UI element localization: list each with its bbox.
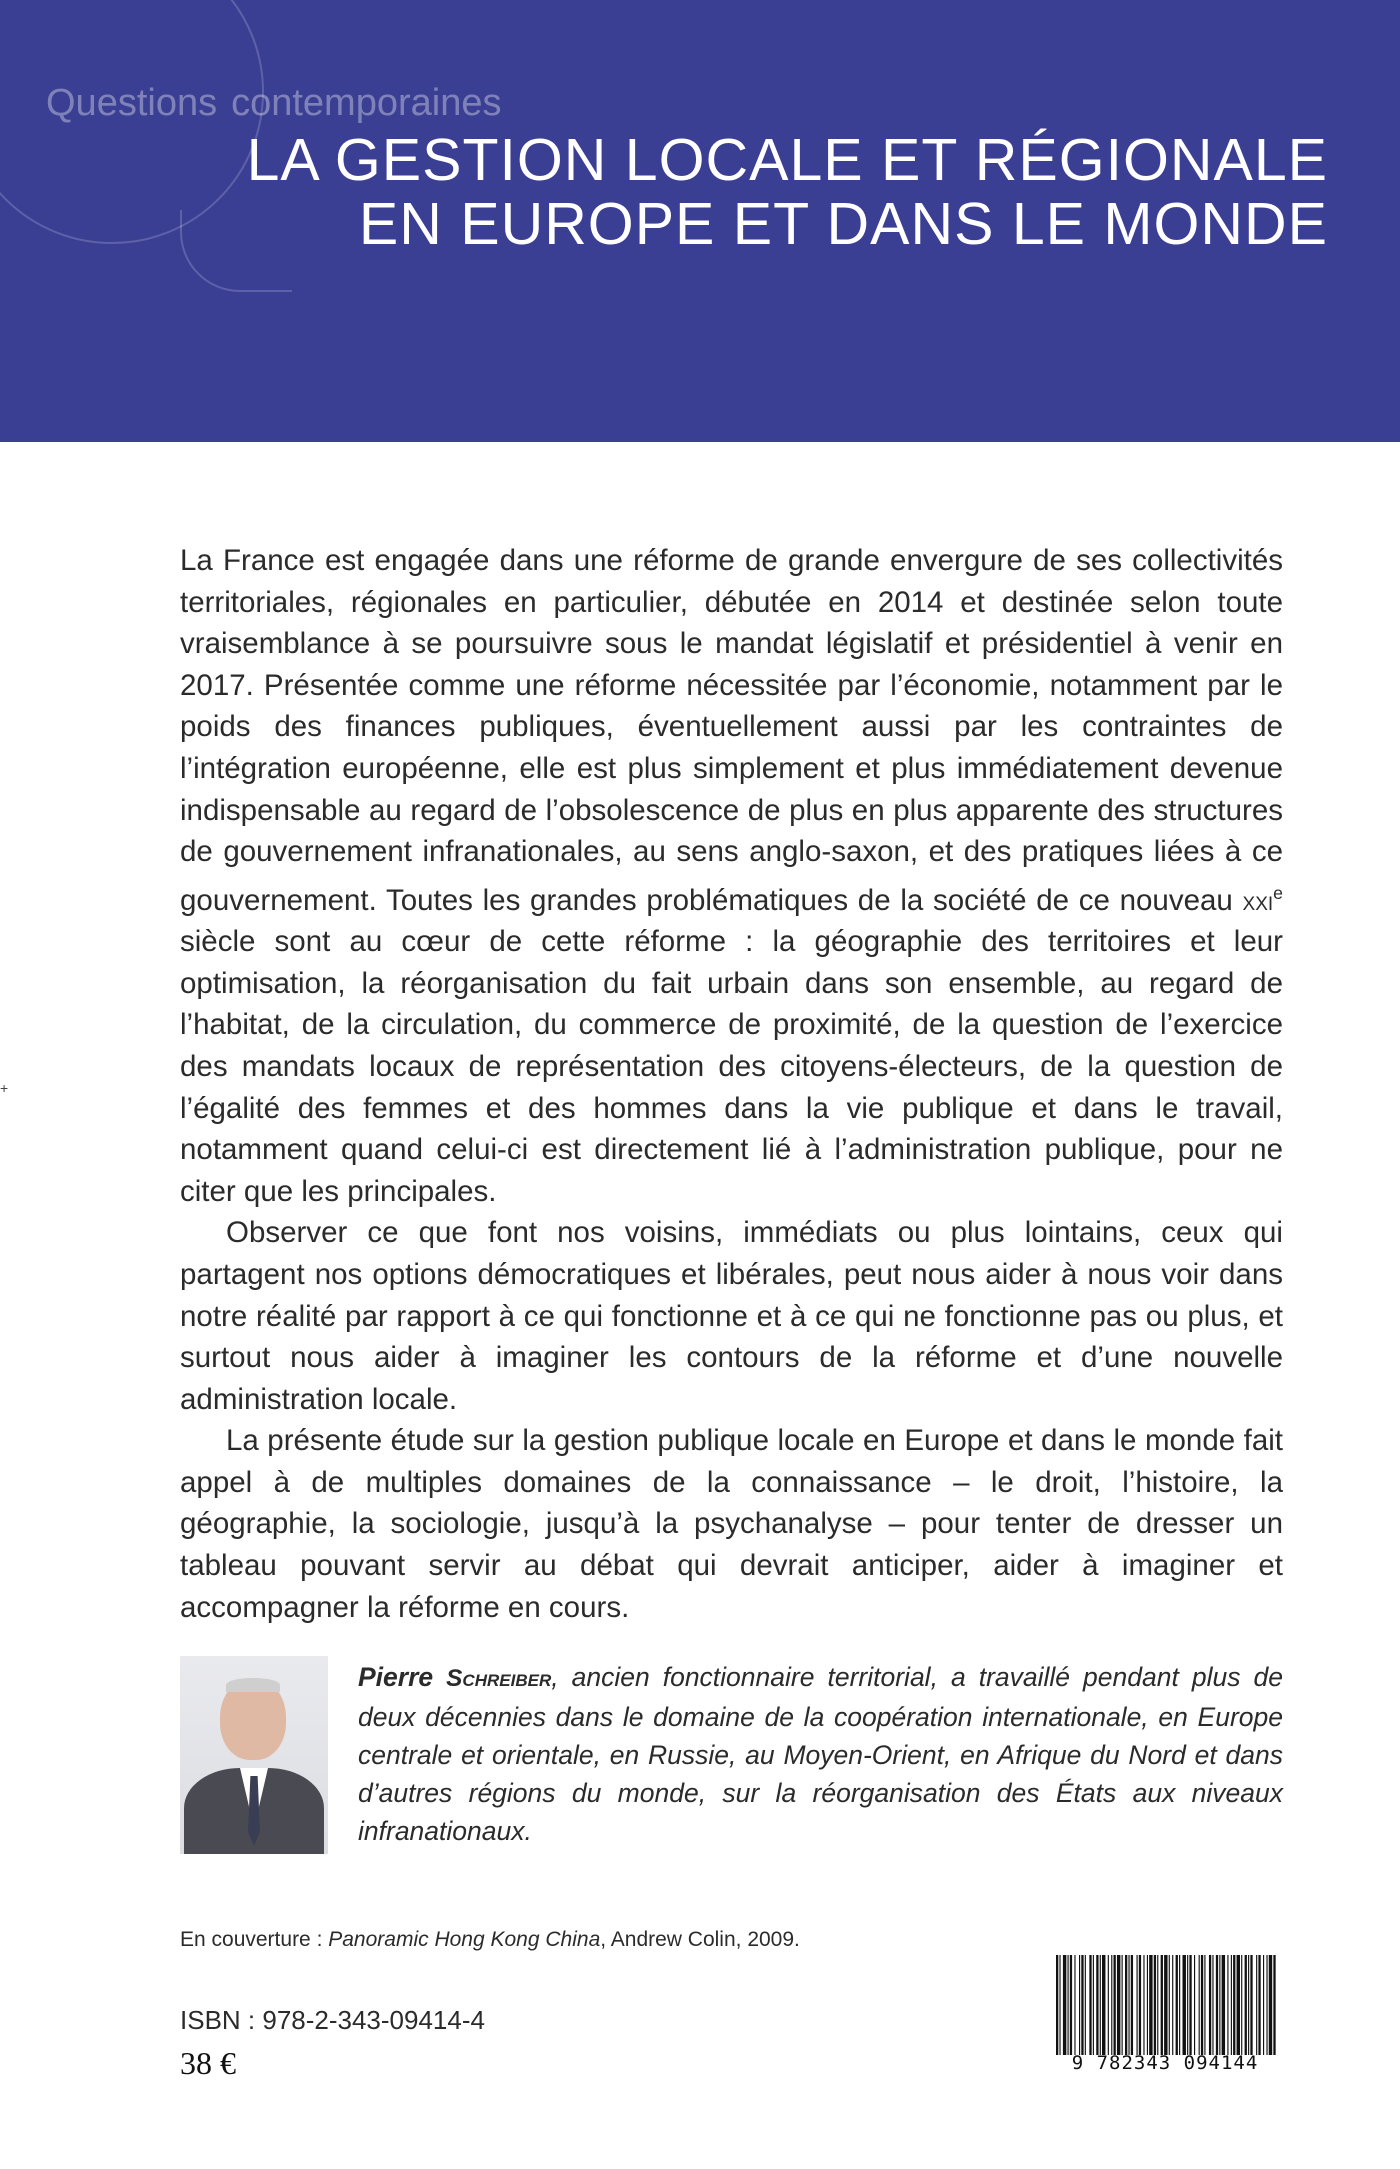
barcode-bar	[1187, 1955, 1188, 2055]
paragraph-2: Observer ce que font nos voisins, immédiats ou plus lointains, ceux qui partagent nos options démocratiques et libérales, peut nous aider à nous voir dans notre réalité par rapport à ce qui fonctionne et à ce qui ne fonctionne pas ou plus, et surtout nous aider à imaginer les contours de la réforme et d’une nouvelle administration locale.	[180, 1216, 1283, 1416]
barcode-bar	[1209, 1955, 1211, 2055]
barcode-bar	[1263, 1955, 1264, 2055]
barcode-bar	[1085, 1955, 1086, 2055]
book-title-line-2: EN EUROPE ET DANS LE MONDE	[358, 191, 1328, 257]
century-numeral: xxi	[1242, 884, 1274, 916]
barcode-bar	[1273, 1955, 1275, 2055]
paragraph-1-part-a: La France est engagée dans une réforme de grande envergure de ses collectivités territoriales, régionales en particulier, débutée en 2014 et destinée selon toute vraisemblance à se poursuivre sous le mandat législatif et présidentiel à venir en 2017. Présentée comme une réforme nécessitée par l’économie, notamment par le poids des finances publiques, éventuellement aussi par les contraintes de l’intégration européenne, elle est plus simplement et plus immédiatement devenue indispensable au regard de l’obsolescence de plus en plus apparente des structures de gouvernement infranationales, au sens anglo-saxon, et des pratiques liées à ce gouvernement. Toutes les grandes problématiques de la société de ce nouveau	[180, 544, 1283, 917]
barcode-bar	[1219, 1955, 1220, 2055]
barcode-bar	[1157, 1955, 1158, 2055]
barcode-bar	[1059, 1955, 1060, 2055]
barcode-bar	[1089, 1955, 1091, 2055]
barcode-bar	[1245, 1955, 1247, 2055]
barcode-bar	[1108, 1955, 1109, 2055]
cover-credit-prefix: En couverture :	[180, 1928, 329, 1951]
book-title	[247, 128, 1328, 256]
barcode-bar	[1081, 1955, 1083, 2055]
series-word-1: Questions	[46, 82, 218, 124]
barcode-bar	[1063, 1955, 1066, 2055]
photo-hair	[226, 1678, 280, 1692]
barcode-bar	[1102, 1955, 1105, 2055]
barcode-bar	[1256, 1955, 1257, 2055]
author-bio	[358, 1658, 1283, 1850]
barcode-bar	[1154, 1955, 1156, 2055]
barcode-bar	[1269, 1955, 1272, 2055]
barcode-bar	[1056, 1955, 1058, 2055]
barcode-bar	[1149, 1955, 1152, 2055]
barcode-bar	[1176, 1955, 1178, 2055]
barcode-bar	[1070, 1955, 1072, 2055]
series-word-2: contemporaines	[231, 82, 502, 124]
barcode-bar	[1111, 1955, 1112, 2055]
paragraph-1-part-b: siècle sont au cœur de cette réforme : la géographie des territoires et leur optimisation, la réorganisation du fait urbain dans son ensemble, au regard de l’habitat, de la circulation, du commerce de proximité, de la question de l’exercice des mandats locaux de représentation des citoyens-électeurs, de la question de l’égalité des femmes et des hommes dans la vie publique et dans le travail, notamment quand celui-ci est directement lié à l’administration publique, pour ne citer que les principales.	[180, 925, 1283, 1208]
barcode-bar	[1216, 1955, 1218, 2055]
author-photo	[180, 1656, 328, 1854]
barcode-bar	[1183, 1955, 1186, 2055]
isbn: ISBN : 978-2-343-09414-4	[180, 2005, 485, 2035]
barcode-bar	[1222, 1955, 1225, 2055]
barcode-bar	[1137, 1955, 1138, 2055]
series-name	[46, 82, 501, 125]
barcode-bar	[1131, 1955, 1133, 2055]
barcode-bar	[1258, 1955, 1260, 2055]
barcode-bar	[1100, 1955, 1101, 2055]
barcode-bar	[1068, 1955, 1069, 2055]
paragraph-3: La présente étude sur la gestion publique locale en Europe et dans le monde fait appel à de multiples domaines de la connaissance – le droit, l’histoire, la géographie, la sociologie, jusqu’à la psychanalyse – pour tenter de dresser un tableau pouvant servir au débat qui devrait anticiper, aider à imaginer et accompagner la réforme en cours.	[180, 1424, 1283, 1624]
barcode-bar	[1143, 1955, 1144, 2055]
barcode-bar	[1194, 1955, 1195, 2055]
barcode-bar	[1237, 1955, 1240, 2055]
barcode-bar	[1128, 1955, 1129, 2055]
barcode-bar	[1079, 1955, 1080, 2055]
barcode-bar	[1241, 1955, 1242, 2055]
barcode-bar	[1074, 1955, 1075, 2055]
barcode-bar	[1199, 1955, 1200, 2055]
barcode-bar	[1233, 1955, 1235, 2055]
barcode-bar	[1212, 1955, 1213, 2055]
book-title-line-1: LA GESTION LOCALE ET RÉGIONALE	[246, 127, 1328, 193]
barcode-bar	[1125, 1955, 1127, 2055]
cover-banner	[0, 0, 1400, 442]
crop-mark: +	[0, 1080, 9, 1096]
author-last-name: Schreiber	[446, 1665, 552, 1692]
price: 38 €	[180, 2045, 236, 2081]
century-superscript: e	[1273, 882, 1283, 903]
barcode-bar	[1114, 1955, 1116, 2055]
barcode-bar	[1117, 1955, 1120, 2055]
barcode-bar	[1227, 1955, 1228, 2055]
barcode-bar	[1164, 1955, 1167, 2055]
barcode-bar	[1201, 1955, 1203, 2055]
barcode-bars	[1054, 1955, 1276, 2055]
barcode-bar	[1147, 1955, 1148, 2055]
barcode-bar	[1248, 1955, 1249, 2055]
barcode-bar	[1266, 1955, 1267, 2055]
barcode-digits: 9 782343 094144	[1071, 2052, 1259, 2074]
barcode-bar	[1169, 1955, 1170, 2055]
barcode-bar	[1093, 1955, 1094, 2055]
paragraph-1	[180, 540, 1283, 1212]
author-section	[180, 1656, 1283, 1856]
barcode-bar	[1250, 1955, 1252, 2055]
barcode-bar	[1122, 1955, 1123, 2055]
barcode-bar	[1096, 1955, 1098, 2055]
barcode-bar	[1139, 1955, 1141, 2055]
author-first-name: Pierre	[358, 1662, 434, 1692]
barcode-bar	[1204, 1955, 1205, 2055]
barcode	[1050, 1955, 1280, 2075]
cover-credit	[180, 1928, 800, 1952]
back-cover-text	[180, 540, 1283, 1628]
barcode-bar	[1231, 1955, 1232, 2055]
cover-credit-work: Panoramic Hong Kong China	[328, 1928, 601, 1951]
barcode-bar	[1189, 1955, 1191, 2055]
author-bio-text: , ancien fonctionnaire territorial, a travaillé pendant plus de deux décennies dans le domaine de la coopération internationale, en Europe centrale et orientale, en Russie, au Moyen-Orient, en Afrique du Nord et dans d’autres régions du monde, sur la réorganisation des États aux niveaux infranationaux.	[358, 1662, 1283, 1846]
barcode-bar	[1172, 1955, 1173, 2055]
barcode-bar	[1161, 1955, 1163, 2055]
barcode-bar	[1179, 1955, 1180, 2055]
cover-credit-suffix: , Andrew Colin, 2009.	[600, 1928, 800, 1951]
